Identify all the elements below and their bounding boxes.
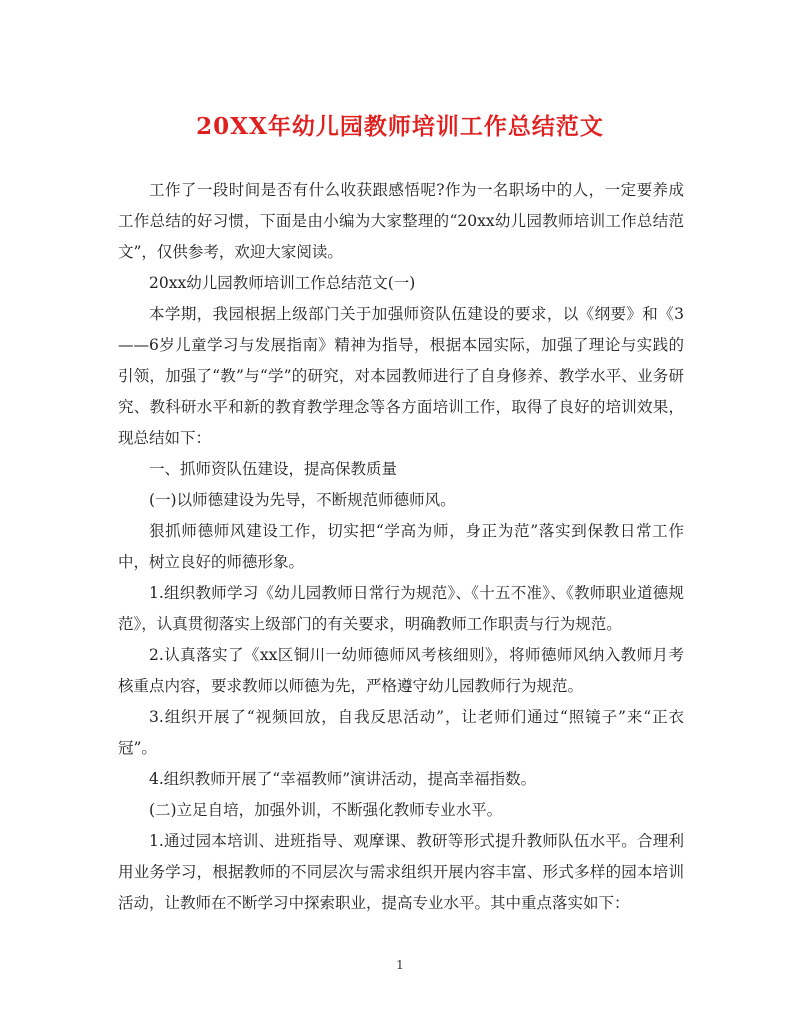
subsection-heading-1: (一)以师德建设为先导，不断规范师德师风。 — [149, 491, 456, 509]
list-item-5: 1.通过园本培训、进班指导、观摩课、教研等形式提升教师队伍水平。合理利用业务学习，根据教师的不同层次与需求组织开展内容丰富、形式多样的园本培训活动，让教师在不断学习中探索职业，提高专业水平。其中重点落实如下： — [118, 832, 684, 912]
list-item-2: 2.认真落实了《xx区铜川一幼师德师风考核细则》，将师德师风纳入教师月考核重点内容，要求教师以师德为先，严格遵守幼儿园教师行为规范。 — [118, 646, 684, 695]
section-heading-1: 一、抓师资队伍建设，提高保教质量 — [149, 460, 398, 478]
subsection-heading-2: (二)立足自培，加强外训，不断强化教师专业水平。 — [149, 801, 503, 819]
page-number: 1 — [396, 958, 404, 972]
list-item-1: 1.组织教师学习《幼儿园教师日常行为规范》、《十五不准》、《教师职业道德规范》，认真贯彻落实上级部门的有关要求，明确教师工作职责与行为规范。 — [118, 584, 684, 633]
paragraph-overview: 本学期，我园根据上级部门关于加强师资队伍建设的要求，以《纲要》和《3——6岁儿童学习与发展指南》精神为指导，根据本园实际，加强了理论与实践的引领，加强了“教”与“学”的研究，对本园教师进行了自身修养、教学水平、业务研究、教科研水平和新的教育教学理念等各方面培训工作，取得了良好的培训效果，现总结如下： — [118, 305, 684, 447]
paragraph-ethics: 狠抓师德师风建设工作，切实把“学高为师，身正为范”落实到保教日常工作中，树立良好的师德形象。 — [118, 522, 684, 571]
paragraph-subtitle: 20xx幼儿园教师培训工作总结范文(一) — [149, 274, 416, 292]
paragraph-intro: 工作了一段时间是否有什么收获跟感悟呢?作为一名职场中的人，一定要养成工作总结的好习惯，下面是由小编为大家整理的“20xx幼儿园教师培训工作总结范文”，仅供参考，欢迎大家阅读。 — [118, 181, 684, 261]
list-item-3: 3.组织开展了“视频回放，自我反思活动”，让老师们通过“照镜子”来“正衣冠”。 — [118, 708, 684, 757]
list-item-4: 4.组织教师开展了“幸福教师”演讲活动，提高幸福指数。 — [149, 770, 537, 788]
document-title: 20XX年幼儿园教师培训工作总结范文 — [196, 113, 604, 140]
document-body — [118, 175, 684, 919]
